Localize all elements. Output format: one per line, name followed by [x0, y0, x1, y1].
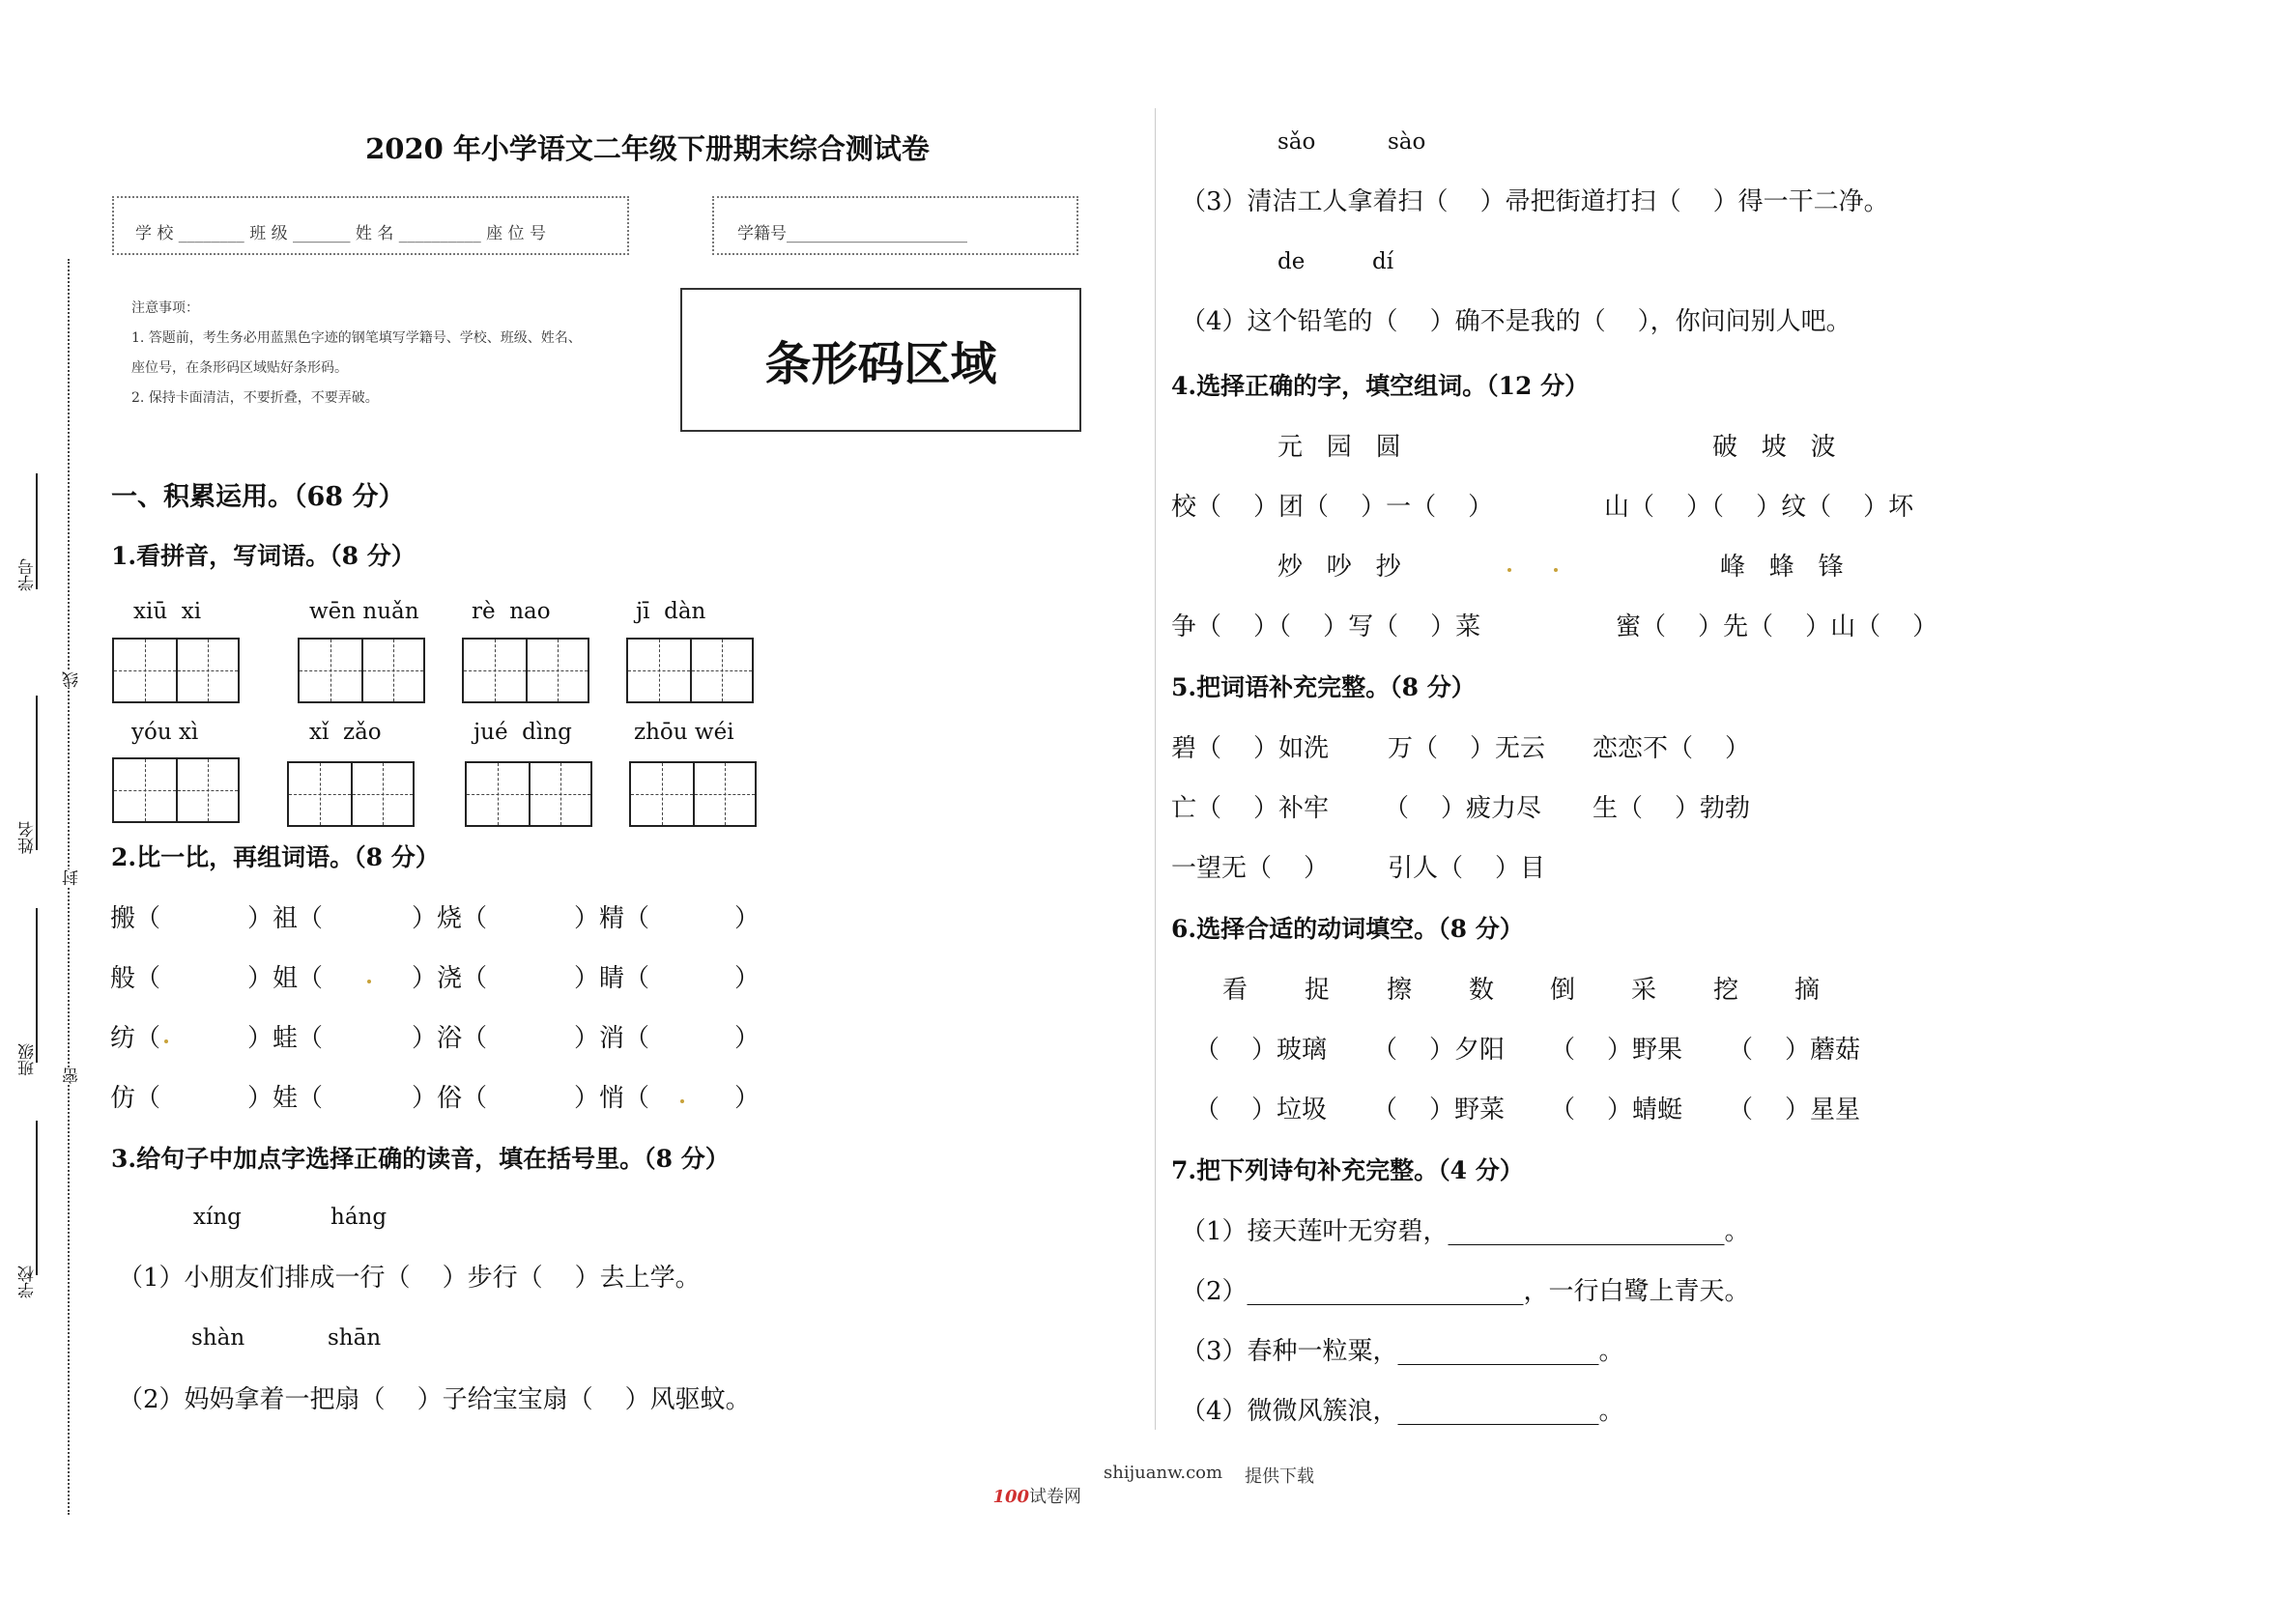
q2-row-1-c5: ） [734, 904, 761, 933]
q6-row-2-c2: （ ）野菜 [1372, 1096, 1506, 1124]
binding-fill-id [36, 473, 38, 589]
student-id-field: 学籍号______________________ [737, 224, 967, 243]
q6-word-6: 采 [1631, 976, 1657, 1005]
q6-row-1-c1: （ ）玻璃 [1194, 1036, 1328, 1065]
page-title: 2020 年小学语文二年级下册期末综合测试卷 [365, 132, 930, 165]
q7-line-3: （3）春种一粒粟，________________。 [1181, 1337, 1624, 1366]
q4-row-2b: 蜜（ ）先（ ）山（ ） [1616, 612, 1938, 641]
q3-p4-pinyin-b: dí [1372, 249, 1394, 274]
q1-pinyin-5: yóu xì [131, 720, 199, 745]
q2-row-4-c3: ）俗（ [412, 1084, 488, 1113]
q4-options-1b: 破 坡 波 [1712, 433, 1836, 462]
q3-heading: 3.给句子中加点字选择正确的读音，填在括号里。（8 分） [111, 1145, 730, 1173]
q5-row-1-c1: 碧（ ）如洗 [1171, 734, 1330, 763]
q2-heading: 2.比一比，再组词语。（8 分） [111, 843, 440, 871]
student-info-box [112, 196, 629, 255]
q5-row-2-c3: 生（ ）勃勃 [1593, 794, 1751, 823]
q2-row-2-c5: ） [734, 964, 761, 993]
q6-word-2: 捉 [1305, 976, 1331, 1005]
binding-dotted-line [68, 259, 70, 1515]
scan-speck [164, 1039, 168, 1043]
q1-pinyin-4: jī dàn [636, 599, 706, 624]
q1-heading: 1.看拼音，写词语。（8 分） [111, 542, 416, 570]
q6-row-1-c3: （ ）野果 [1550, 1036, 1683, 1065]
notes-item-2: 2. 保持卡面清洁，不要折叠，不要弄破。 [131, 390, 379, 406]
q2-row-2-c3: ）浇（ [412, 964, 488, 993]
q6-row-1-c4: （ ）蘑菇 [1728, 1036, 1861, 1065]
q2-row-1-c2: ）祖（ [247, 904, 324, 933]
q4-options-2b: 峰 蜂 锋 [1720, 553, 1844, 582]
footer-domain[interactable]: shijuanw.com [1104, 1463, 1223, 1483]
site-name: 试卷网 [1029, 1487, 1082, 1507]
barcode-area: 条形码区域 [680, 288, 1081, 432]
q6-word-7: 挖 [1713, 976, 1739, 1005]
q2-row-3-c3: ）浴（ [412, 1024, 488, 1053]
q3-p2-sentence: （2）妈妈拿着一把扇（ ）子给宝宝扇（ ）风驱蚊。 [118, 1385, 751, 1414]
q2-row-1-c1: 搬（ [110, 904, 161, 933]
binding-fill-name [36, 696, 38, 850]
q6-row-2-c4: （ ）星星 [1728, 1096, 1861, 1124]
q2-row-4-c4: ）悄（ [574, 1084, 650, 1113]
q7-line-2: （2）______________________，一行白鹭上青天。 [1181, 1277, 1750, 1306]
q5-row-1-c3: 恋恋不（ ） [1593, 734, 1751, 763]
student-info-fields: 学 校 ________ 班 级 _______ 姓 名 __________ 座 位 号 [135, 224, 546, 243]
q2-row-3-c5: ） [734, 1024, 761, 1053]
section-1-heading: 一、积累运用。（68 分） [111, 482, 405, 512]
q3-p3-pinyin-a: sǎo [1277, 129, 1316, 155]
q1-pinyin-1: xiū xi [133, 599, 202, 624]
q1-pinyin-3: rè nao [472, 599, 551, 624]
footer-provide: 提供下载 [1245, 1466, 1314, 1487]
binding-label-school: 学校 [18, 1266, 38, 1298]
q3-p1-pinyin-b: háng [330, 1205, 387, 1230]
q4-row-1a: 校（ ）团（ ）一（ ） [1171, 493, 1494, 522]
binding-label-id: 学号 [18, 558, 38, 591]
q6-row-2-c1: （ ）垃圾 [1194, 1096, 1328, 1124]
q6-word-5: 倒 [1550, 976, 1576, 1005]
q2-row-3-c4: ）消（ [574, 1024, 650, 1053]
q4-row-1b: 山（ ）（ ）纹（ ）坏 [1604, 493, 1914, 522]
q7-line-1: （1）接天莲叶无穷碧，______________________。 [1181, 1217, 1750, 1246]
binding-mark-feng: 封 [60, 869, 84, 886]
q2-row-2-c4: ）睛（ [574, 964, 650, 993]
q6-word-3: 擦 [1387, 976, 1413, 1005]
q6-heading: 6.选择合适的动词填空。（8 分） [1171, 915, 1524, 943]
q1-writing-grid-1[interactable] [112, 638, 240, 703]
q1-writing-grid-7[interactable] [465, 761, 592, 827]
site-logo: 100 [992, 1487, 1030, 1507]
q1-writing-grid-6[interactable] [287, 761, 415, 827]
q6-word-8: 摘 [1794, 976, 1821, 1005]
q3-p1-pinyin-a: xíng [193, 1205, 242, 1230]
q3-p3-pinyin-b: sào [1388, 129, 1426, 155]
q5-heading: 5.把词语补充完整。（8 分） [1171, 673, 1476, 701]
scan-speck [680, 1099, 684, 1103]
q6-row-2-c3: （ ）蜻蜓 [1550, 1096, 1683, 1124]
q2-row-1-c4: ）精（ [574, 904, 650, 933]
q6-row-1-c2: （ ）夕阳 [1372, 1036, 1506, 1065]
binding-fill-school [36, 1121, 38, 1275]
q2-row-2-c2: ）姐（ [247, 964, 324, 993]
q6-word-1: 看 [1222, 976, 1248, 1005]
q3-p4-pinyin-a: de [1277, 249, 1306, 274]
scan-speck [1507, 568, 1511, 572]
q3-p3-sentence: （3）清洁工人拿着扫（ ）帚把街道打扫（ ）得一干二净。 [1181, 187, 1889, 216]
q5-row-2-c1: 亡（ ）补牢 [1171, 794, 1330, 823]
column-divider [1155, 108, 1156, 1430]
binding-label-class: 班级 [18, 1043, 38, 1076]
q7-heading: 7.把下列诗句补充完整。（4 分） [1171, 1156, 1524, 1184]
q5-row-3-c1: 一望无（ ） [1171, 854, 1330, 883]
notes-item-1b: 座位号，在条形码区域贴好条形码。 [131, 360, 348, 376]
q2-row-3-c1: 纺（ [110, 1024, 161, 1053]
q7-line-4: （4）微微风簇浪，________________。 [1181, 1397, 1624, 1426]
q2-row-4-c5: ） [734, 1084, 761, 1113]
q3-p2-pinyin-a: shàn [191, 1325, 245, 1351]
q4-options-2a: 炒 吵 抄 [1277, 553, 1401, 582]
q4-heading: 4.选择正确的字，填空组词。（12 分） [1171, 372, 1590, 400]
q3-p1-sentence: （1）小朋友们排成一行（ ）步行（ ）去上学。 [118, 1264, 701, 1293]
q4-row-2a: 争（ ）（ ）写（ ）菜 [1171, 612, 1481, 641]
q5-row-3-c2: 引人（ ）目 [1388, 854, 1546, 883]
q1-pinyin-7: jué dìng [474, 720, 572, 745]
q2-row-3-c2: ）蛙（ [247, 1024, 324, 1053]
binding-mark-xian: 线 [60, 671, 84, 688]
q1-pinyin-2: wēn nuǎn [309, 599, 419, 624]
binding-mark-mi: 密 [60, 1067, 84, 1084]
q1-writing-grid-5[interactable] [112, 757, 240, 823]
q4-options-1a: 元 园 圆 [1277, 433, 1401, 462]
q1-pinyin-8: zhōu wéi [634, 720, 734, 745]
scan-speck [1554, 568, 1558, 572]
q2-row-1-c3: ）烧（ [412, 904, 488, 933]
binding-label-name: 姓名 [18, 821, 38, 854]
q2-row-2-c1: 般（ [110, 964, 161, 993]
q5-row-1-c2: 万（ ）无云 [1388, 734, 1546, 763]
q3-p4-sentence: （4）这个铅笔的（ ）确不是我的（ ），你问问别人吧。 [1181, 307, 1851, 336]
q6-word-4: 数 [1469, 976, 1495, 1005]
q3-p2-pinyin-b: shān [328, 1325, 382, 1351]
notes-heading: 注意事项： [131, 300, 199, 316]
q1-writing-grid-8[interactable] [629, 761, 757, 827]
student-id-box [712, 196, 1078, 255]
notes-item-1a: 1. 答题前，考生务必用蓝黑色字迹的钢笔填写学籍号、学校、班级、姓名、 [131, 330, 582, 346]
q1-writing-grid-2[interactable] [298, 638, 425, 703]
footer-brand [982, 1463, 1081, 1508]
q2-row-4-c2: ）娃（ [247, 1084, 324, 1113]
scan-speck [367, 980, 371, 983]
q5-row-2-c2: （ ）疲力尽 [1384, 794, 1542, 823]
q2-row-4-c1: 仿（ [110, 1084, 161, 1113]
q1-pinyin-6: xǐ zǎo [309, 720, 382, 745]
q1-writing-grid-4[interactable] [626, 638, 754, 703]
binding-fill-class [36, 908, 38, 1063]
q1-writing-grid-3[interactable] [462, 638, 589, 703]
